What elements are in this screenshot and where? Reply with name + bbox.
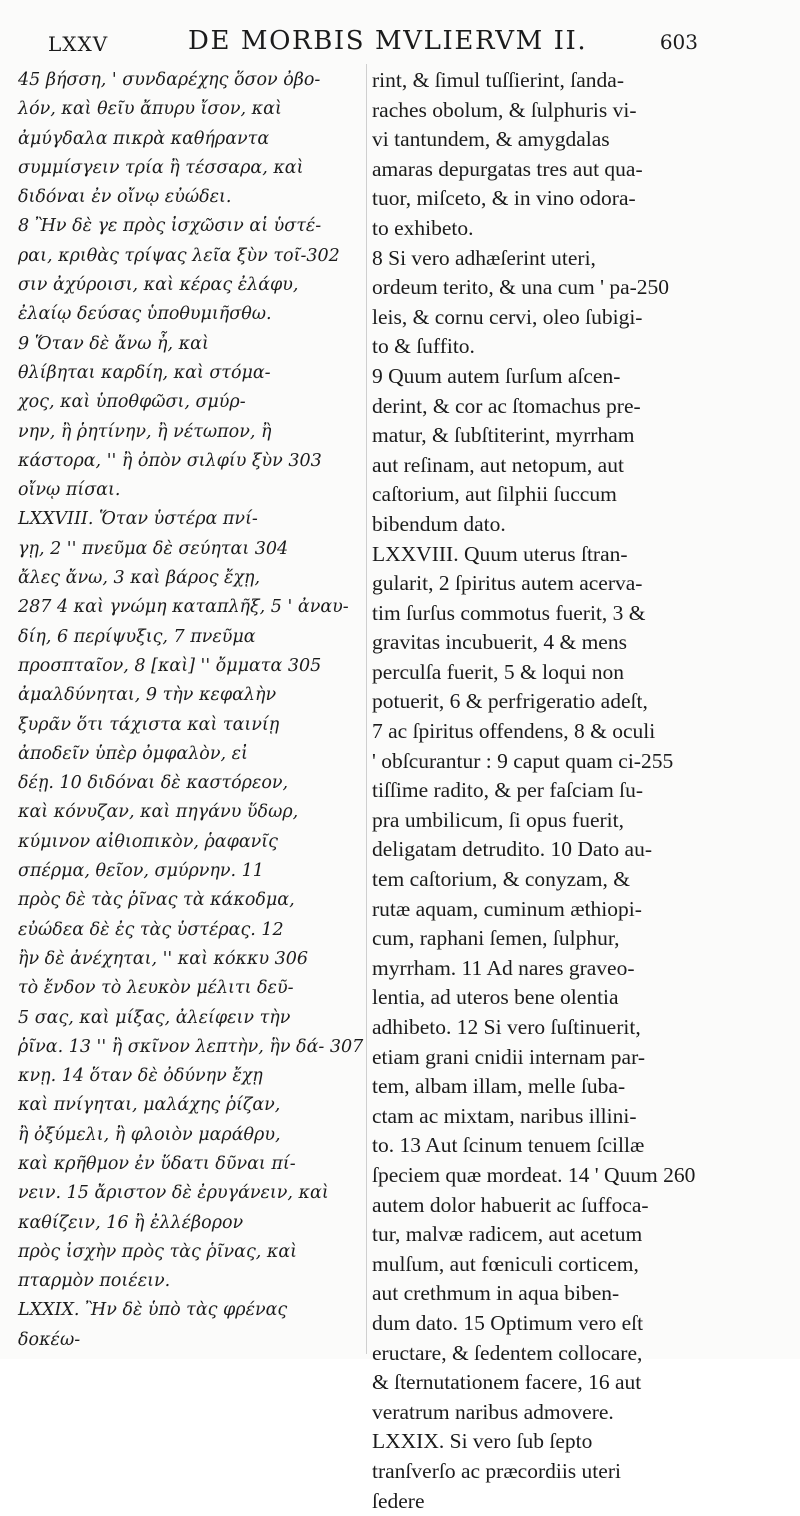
latin-text-line: autem dolor habuerit ac ſuffoca- bbox=[372, 1191, 710, 1221]
greek-text-line: ἀποδεῖν ὑπὲρ ὀμφαλὸν, εἰ bbox=[18, 740, 363, 769]
greek-text-line: κνῃ. 14 ὅταν δὲ ὀδύνην ἔχῃ bbox=[18, 1062, 363, 1091]
page-number: 603 bbox=[660, 30, 698, 54]
latin-text-line: tem caſtorium, & conyzam, & bbox=[372, 865, 710, 895]
greek-text-line: πρὸς δὲ τὰς ῥῖνας τὰ κάκοδμα, bbox=[18, 886, 363, 915]
greek-text-line: θλίβηται καρδίη, καὶ στόμα- bbox=[18, 359, 363, 388]
greek-text-line: χος, καὶ ὑποθφῶσι, σμύρ- bbox=[18, 388, 363, 417]
latin-text-line: & ſternutationem facere, 16 aut bbox=[372, 1368, 710, 1398]
greek-text-line: 9 Ὅταν δὲ ἄνω ἦ, καὶ bbox=[18, 330, 363, 359]
greek-text-line: καὶ κόνυζαν, καὶ πηγάνυ ὕδωρ, bbox=[18, 798, 363, 827]
running-title: DE MORBIS MVLIERVM II. bbox=[188, 26, 587, 56]
latin-text-line: rutæ aquam, cuminum æthiopi- bbox=[372, 895, 710, 925]
greek-text-line: πρὸς ἰσχὴν πρὸς τὰς ῥῖνας, καὶ bbox=[18, 1238, 363, 1267]
latin-text-line: leis, & cornu cervi, oleo ſubigi- bbox=[372, 303, 710, 333]
greek-text-line: ξυρᾶν ὅτι τάχιστα καὶ ταινίῃ bbox=[18, 711, 363, 740]
latin-text-line: perculſa fuerit, 5 & loqui non bbox=[372, 658, 710, 688]
latin-text-line: bibendum dato. bbox=[372, 510, 710, 540]
greek-text-line: ἢ ὀξύμελι, ἢ φλοιὸν μαράθρυ, bbox=[18, 1121, 363, 1150]
greek-text-line: διδόναι ἐν οἴνῳ εὐώδει. bbox=[18, 183, 363, 212]
greek-text-line: νην, ἢ ῥητίνην, ἢ νέτωπον, ἢ bbox=[18, 418, 363, 447]
greek-text-line: ραι, κριθὰς τρίψας λεῖα ξὺν τοῖ-302 bbox=[18, 242, 363, 271]
greek-text-line: κύμινον αἰθιοπικὸν, ῥαφανῖς bbox=[18, 828, 363, 857]
latin-text-line: etiam grani cnidii internam par- bbox=[372, 1043, 710, 1073]
latin-text-line: mulſum, aut fœniculi corticem, bbox=[372, 1250, 710, 1280]
latin-text-line: 7 ac ſpiritus offendens, 8 & oculi bbox=[372, 717, 710, 747]
greek-text-line: 8 Ἢν δὲ γε πρὸς ἰσχῶσιν αἱ ὑστέ- bbox=[18, 212, 363, 241]
chapter-marker: LXXV bbox=[48, 32, 108, 56]
latin-text-column bbox=[372, 66, 710, 1516]
greek-text-line: ῥῖνα. 13 '' ἢ σκῖνον λεπτὴν, ἣν δά- 307 bbox=[18, 1033, 363, 1062]
greek-text-line: ἐλαίῳ δεύσας ὑποθυμιῆσθω. bbox=[18, 300, 363, 329]
greek-text-line: τὸ ἔνδον τὸ λευκὸν μέλιτι δεῦ- bbox=[18, 974, 363, 1003]
greek-text-line: LXXVIII. Ὅταν ὑστέρα πνί- bbox=[18, 505, 363, 534]
greek-text-line: δίη, 6 περίψυξις, 7 πνεῦμα bbox=[18, 623, 363, 652]
column-divider bbox=[366, 64, 367, 1354]
latin-text-line: LXXVIII. Quum uterus ſtran- bbox=[372, 540, 710, 570]
latin-text-line: amaras depurgatas tres aut qua- bbox=[372, 155, 710, 185]
latin-text-line: ctam ac mixtam, naribus illini- bbox=[372, 1102, 710, 1132]
running-header bbox=[48, 26, 698, 62]
latin-text-line: tim ſurſus commotus fuerit, 3 & bbox=[372, 599, 710, 629]
greek-text-line: γῃ, 2 '' πνεῦμα δὲ σεύηται 304 bbox=[18, 535, 363, 564]
latin-text-line: 9 Quum autem ſurſum aſcen- bbox=[372, 362, 710, 392]
latin-text-line: tiſſime radito, & per faſciam ſu- bbox=[372, 776, 710, 806]
greek-text-line: 45 βήσση, ' συνδαρέχης ὅσον ὀβο- bbox=[18, 66, 363, 95]
latin-text-line: 8 Si vero adhæſerint uteri, bbox=[372, 244, 710, 274]
latin-text-line: aut crethmum in aqua biben- bbox=[372, 1279, 710, 1309]
latin-text-line: ſpeciem quæ mordeat. 14 ' Quum 260 bbox=[372, 1161, 710, 1191]
latin-text-line: caſtorium, aut ſilphii ſuccum bbox=[372, 480, 710, 510]
latin-text-line: gularit, 2 ſpiritus autem acerva- bbox=[372, 569, 710, 599]
latin-text-line: pra umbilicum, ſi opus fuerit, bbox=[372, 806, 710, 836]
greek-text-line: 5 σας, καὶ μίξας, ἀλείφειν τὴν bbox=[18, 1004, 363, 1033]
latin-text-line: myrrham. 11 Ad nares graveo- bbox=[372, 954, 710, 984]
latin-text-line: potuerit, 6 & perfrigeratio adeſt, bbox=[372, 687, 710, 717]
latin-text-line: raches obolum, & ſulphuris vi- bbox=[372, 96, 710, 126]
greek-text-line: νειν. 15 ἄριστον δὲ ἐρυγάνειν, καὶ bbox=[18, 1179, 363, 1208]
latin-text-line: deligatam detrudito. 10 Dato au- bbox=[372, 835, 710, 865]
latin-text-line: gravitas incubuerit, 4 & mens bbox=[372, 628, 710, 658]
latin-text-line: rint, & ſimul tuſſierint, ſanda- bbox=[372, 66, 710, 96]
greek-text-line: δοκέω- bbox=[18, 1326, 363, 1355]
latin-text-line: derint, & cor ac ſtomachus pre- bbox=[372, 392, 710, 422]
greek-text-line: εὐώδεα δὲ ἐς τὰς ὑστέρας. 12 bbox=[18, 916, 363, 945]
greek-text-line: δέῃ. 10 διδόναι δὲ καστόρεον, bbox=[18, 769, 363, 798]
greek-text-line: κάστορα, '' ἢ ὀπὸν σιλφίυ ξὺν 303 bbox=[18, 447, 363, 476]
greek-text-line: ἢν δὲ ἀνέχηται, '' καὶ κόκκυ 306 bbox=[18, 945, 363, 974]
greek-text-line: 287 4 καὶ γνώμη καταπλῆξ, 5 ' ἀναυ- bbox=[18, 593, 363, 622]
greek-text-line: λόν, καὶ θεῖυ ἄπυρυ ἴσον, καὶ bbox=[18, 95, 363, 124]
greek-text-line: καὶ πνίγηται, μαλάχης ῥίζαν, bbox=[18, 1091, 363, 1120]
greek-text-line: ἄλες ἄνω, 3 καὶ βάρος ἔχῃ, bbox=[18, 564, 363, 593]
greek-text-line: ἀμαλδύνηται, 9 τὴν κεφαλὴν bbox=[18, 681, 363, 710]
greek-text-line: προσπταῖον, 8 [καὶ] '' ὄμματα 305 bbox=[18, 652, 363, 681]
latin-text-line: aut reſinam, aut netopum, aut bbox=[372, 451, 710, 481]
greek-text-line: ἀμύγδαλα πικρὰ καθήραντα bbox=[18, 125, 363, 154]
latin-text-line: vi tantundem, & amygdalas bbox=[372, 125, 710, 155]
latin-text-line: matur, & ſubſtiterint, myrrham bbox=[372, 421, 710, 451]
latin-text-line: cum, raphani ſemen, ſulphur, bbox=[372, 924, 710, 954]
latin-text-line: tem, albam illam, melle ſuba- bbox=[372, 1072, 710, 1102]
latin-text-line: to & ſuffito. bbox=[372, 332, 710, 362]
latin-text-line: lentia, ad uteros bene olentia bbox=[372, 983, 710, 1013]
greek-text-line: σιν ἀχύροισι, καὶ κέρας ἐλάφυ, bbox=[18, 271, 363, 300]
greek-text-line: σπέρμα, θεῖον, σμύρνην. 11 bbox=[18, 857, 363, 886]
latin-text-line: tur, malvæ radicem, aut acetum bbox=[372, 1220, 710, 1250]
latin-text-line: to. 13 Aut ſcinum tenuem ſcillæ bbox=[372, 1131, 710, 1161]
latin-text-line: adhibeto. 12 Si vero ſuſtinuerit, bbox=[372, 1013, 710, 1043]
latin-text-line: tuor, miſceto, & in vino odora- bbox=[372, 184, 710, 214]
latin-text-line: ordeum terito, & una cum ' pa-250 bbox=[372, 273, 710, 303]
latin-text-line: LXXIX. Si vero ſub ſepto bbox=[372, 1427, 710, 1457]
latin-text-line: ' obſcurantur : 9 caput quam ci-255 bbox=[372, 747, 710, 777]
greek-text-line: οἴνῳ πίσαι. bbox=[18, 476, 363, 505]
greek-text-line: καθίζειν, 16 ἢ ἐλλέβορον bbox=[18, 1209, 363, 1238]
greek-text-line: καὶ κρῆθμον ἐν ὕδατι δῦναι πί- bbox=[18, 1150, 363, 1179]
greek-text-line: πταρμὸν ποιέειν. bbox=[18, 1267, 363, 1296]
greek-text-column bbox=[18, 66, 363, 1355]
latin-text-line: to exhibeto. bbox=[372, 214, 710, 244]
latin-text-line: dum dato. 15 Optimum vero eſt bbox=[372, 1309, 710, 1339]
greek-text-line: LXXIX. Ἢν δὲ ὑπὸ τὰς φρένας bbox=[18, 1296, 363, 1325]
latin-text-line: ſedere bbox=[372, 1487, 710, 1516]
latin-text-line: veratrum naribus admovere. bbox=[372, 1398, 710, 1428]
latin-text-line: tranſverſo ac præcordiis uteri bbox=[372, 1457, 710, 1487]
latin-text-line: eructare, & ſedentem collocare, bbox=[372, 1339, 710, 1369]
greek-text-line: συμμίσγειν τρία ἢ τέσσαρα, καὶ bbox=[18, 154, 363, 183]
